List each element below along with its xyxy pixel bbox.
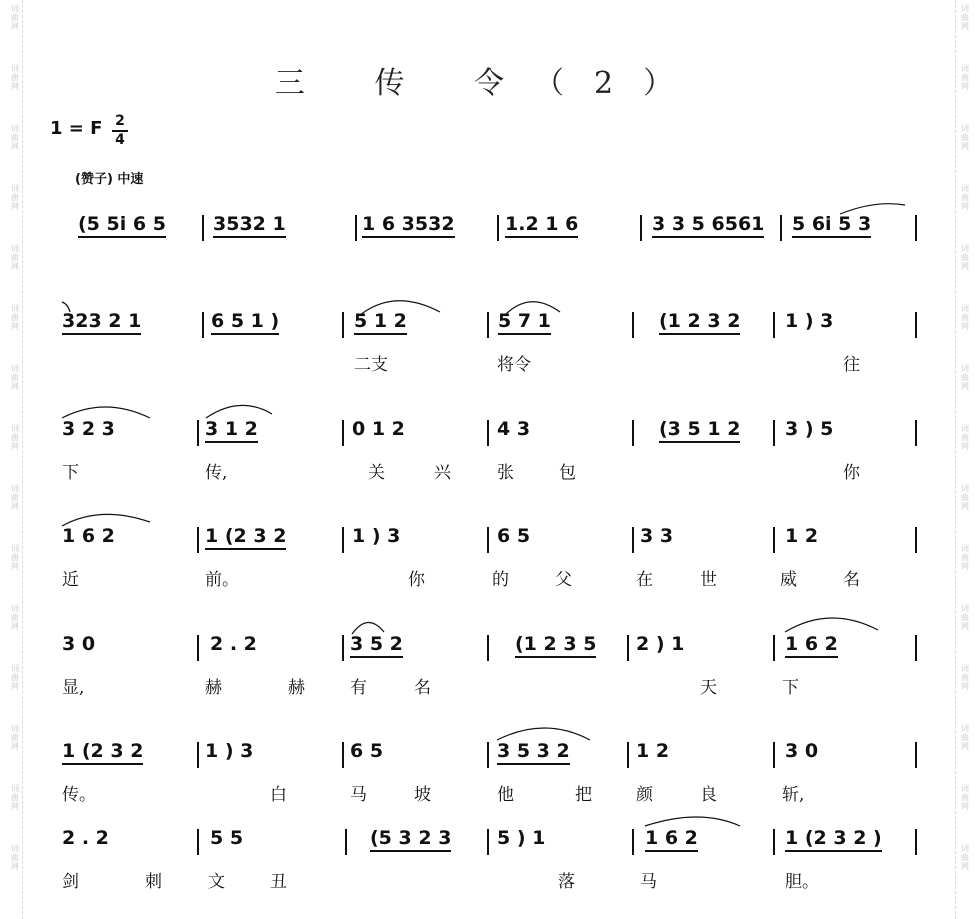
lyric: 往 xyxy=(843,355,860,375)
watermark-text: 词 曲 网 xyxy=(961,64,969,91)
watermark-text: 词 曲 网 xyxy=(11,544,19,571)
lyric: 丑 xyxy=(270,872,287,892)
measure-1: 3 2 3 xyxy=(62,418,115,440)
measure-3: 1 ) 3 xyxy=(352,525,401,547)
watermark-text: 词 曲 网 xyxy=(961,664,969,691)
measure-2: 1 (2 3 2 xyxy=(205,525,286,550)
notes-row xyxy=(0,418,978,452)
lyric: 剑 xyxy=(62,872,79,892)
measure-2: 3 1 2 xyxy=(205,418,258,443)
measure-4: 5 7 1 xyxy=(498,310,551,335)
measure-5: 3 3 5 6561 xyxy=(652,213,764,238)
tempo-marking: (赞子) 中速 xyxy=(75,172,144,187)
measure-3: (5 3 2 3 xyxy=(370,827,451,852)
measure-2: 1 ) 3 xyxy=(205,740,254,762)
lyric: 兴 xyxy=(434,463,451,483)
measure-3: 6 5 xyxy=(350,740,384,762)
lyric: 天 xyxy=(700,678,717,698)
lyric: 显, xyxy=(62,678,85,698)
watermark-text: 词 曲 网 xyxy=(961,424,969,451)
watermark-text: 词 曲 网 xyxy=(961,724,969,751)
watermark-text: 词 曲 网 xyxy=(11,364,19,391)
key-signature: 1 = F xyxy=(50,118,103,139)
lyric: 传, xyxy=(205,463,228,483)
lyric: 马 xyxy=(350,785,367,805)
measure-3: 3 5 2 xyxy=(350,633,403,658)
measure-1: (5 5i 6 5 xyxy=(78,213,166,238)
measure-2: 2 . 2 xyxy=(210,633,257,655)
measure-3: 1 6 3532 xyxy=(362,213,455,238)
watermark-text: 词 曲 网 xyxy=(11,664,19,691)
measure-1: 323 2 1 xyxy=(62,310,141,335)
measure-1: 3 0 xyxy=(62,633,96,655)
time-signature-bottom: 4 xyxy=(115,132,125,148)
measure-5: 3 3 xyxy=(640,525,674,547)
lyrics-row xyxy=(0,780,978,804)
lyric: 赫 xyxy=(205,678,222,698)
lyrics-row xyxy=(0,867,978,891)
measure-3: 5 1 2 xyxy=(354,310,407,335)
watermark-text: 词 曲 网 xyxy=(961,4,969,31)
watermark-text: 词 曲 网 xyxy=(961,844,969,871)
watermark-text: 词 曲 网 xyxy=(11,124,19,151)
watermark-text: 词 曲 网 xyxy=(11,64,19,91)
measure-4: 1.2 1 6 xyxy=(505,213,578,238)
lyric: 传。 xyxy=(62,785,96,805)
lyric: 马 xyxy=(640,872,657,892)
notes-row xyxy=(0,740,978,774)
lyric: 白 xyxy=(270,785,287,805)
lyrics-row xyxy=(0,458,978,482)
measure-4: 3 5 3 2 xyxy=(497,740,570,765)
lyric: 世 xyxy=(700,570,717,590)
watermark-text: 词 曲 网 xyxy=(961,124,969,151)
lyric: 落 xyxy=(558,872,575,892)
time-signature-top: 2 xyxy=(115,113,125,129)
lyric: 名 xyxy=(414,678,431,698)
measure-2: 6 5 1 ) xyxy=(211,310,279,335)
watermark-text: 词 曲 网 xyxy=(11,484,19,511)
measure-2: 5 5 xyxy=(210,827,244,849)
lyric: 名 xyxy=(843,570,860,590)
measure-6: 3 0 xyxy=(785,740,819,762)
measure-5: 1 2 xyxy=(636,740,670,762)
lyric: 下 xyxy=(782,678,799,698)
measure-5: 1 6 2 xyxy=(645,827,698,852)
lyric: 有 xyxy=(350,678,367,698)
lyric: 你 xyxy=(408,570,425,590)
measure-1: 2 . 2 xyxy=(62,827,109,849)
lyric: 近 xyxy=(62,570,79,590)
lyric: 在 xyxy=(636,570,653,590)
watermark-text: 词 曲 网 xyxy=(11,424,19,451)
lyrics-row xyxy=(0,673,978,697)
watermark-text: 词 曲 网 xyxy=(11,244,19,271)
watermark-text: 词 曲 网 xyxy=(961,544,969,571)
measure-6: 1 ) 3 xyxy=(785,310,834,332)
measure-5: (1 2 3 2 xyxy=(659,310,740,335)
measure-4: 5 ) 1 xyxy=(497,827,546,849)
watermark-text: 词 曲 网 xyxy=(11,4,19,31)
notes-row xyxy=(0,525,978,559)
lyric: 父 xyxy=(555,570,572,590)
lyric: 下 xyxy=(62,463,79,483)
watermark-text: 词 曲 网 xyxy=(11,604,19,631)
notes-row xyxy=(0,213,978,247)
measure-4: 4 3 xyxy=(497,418,531,440)
song-title: 三 传 令（2） xyxy=(274,66,704,101)
watermark-text: 词 曲 网 xyxy=(961,784,969,811)
notes-row xyxy=(0,827,978,861)
measure-3: 0 1 2 xyxy=(352,418,405,440)
measure-5: (3 5 1 2 xyxy=(659,418,740,443)
watermark-text: 词 曲 网 xyxy=(11,724,19,751)
lyric: 胆。 xyxy=(785,872,819,892)
notes-row xyxy=(0,310,978,344)
measure-6: 3 ) 5 xyxy=(785,418,834,440)
lyrics-row xyxy=(0,565,978,589)
lyric: 赫 xyxy=(288,678,305,698)
lyric: 他 xyxy=(497,785,514,805)
lyric: 坡 xyxy=(414,785,431,805)
measure-4: 6 5 xyxy=(497,525,531,547)
watermark-text: 词 曲 网 xyxy=(961,484,969,511)
measure-1: 1 6 2 xyxy=(62,525,115,547)
lyrics-row xyxy=(0,350,978,374)
lyric: 刺 xyxy=(145,872,162,892)
watermark-text: 词 曲 网 xyxy=(11,304,19,331)
lyric: 将令 xyxy=(497,355,531,375)
lyric: 的 xyxy=(492,570,509,590)
watermark-text: 词 曲 网 xyxy=(961,304,969,331)
lyric: 包 xyxy=(559,463,576,483)
measure-6: 1 (2 3 2 ) xyxy=(785,827,882,852)
watermark-text: 词 曲 网 xyxy=(961,184,969,211)
lyric: 文 xyxy=(208,872,225,892)
watermark-text: 词 曲 网 xyxy=(961,364,969,391)
lyric: 你 xyxy=(843,463,860,483)
lyric: 把 xyxy=(575,785,592,805)
lyric: 前。 xyxy=(205,570,239,590)
watermark-text: 词 曲 网 xyxy=(961,244,969,271)
watermark-text: 词 曲 网 xyxy=(11,844,19,871)
measure-6: 1 6 2 xyxy=(785,633,838,658)
watermark-text: 词 曲 网 xyxy=(11,784,19,811)
lyric: 斩, xyxy=(782,785,805,805)
lyric: 良 xyxy=(700,785,717,805)
lyric: 颜 xyxy=(636,785,653,805)
measure-4: (1 2 3 5 xyxy=(515,633,596,658)
measure-2: 3532 1 xyxy=(213,213,286,238)
watermark-text: 词 曲 网 xyxy=(11,184,19,211)
measure-6: 1 2 xyxy=(785,525,819,547)
time-signature xyxy=(112,114,128,148)
lyric: 张 xyxy=(497,463,514,483)
watermark-text: 词 曲 网 xyxy=(961,604,969,631)
lyric: 威 xyxy=(780,570,797,590)
lyric: 关 xyxy=(368,463,385,483)
measure-5: 2 ) 1 xyxy=(636,633,685,655)
lyric: 二支 xyxy=(354,355,388,375)
notes-row xyxy=(0,633,978,667)
measure-6: 5 6i 5 3 xyxy=(792,213,871,238)
measure-1: 1 (2 3 2 xyxy=(62,740,143,765)
